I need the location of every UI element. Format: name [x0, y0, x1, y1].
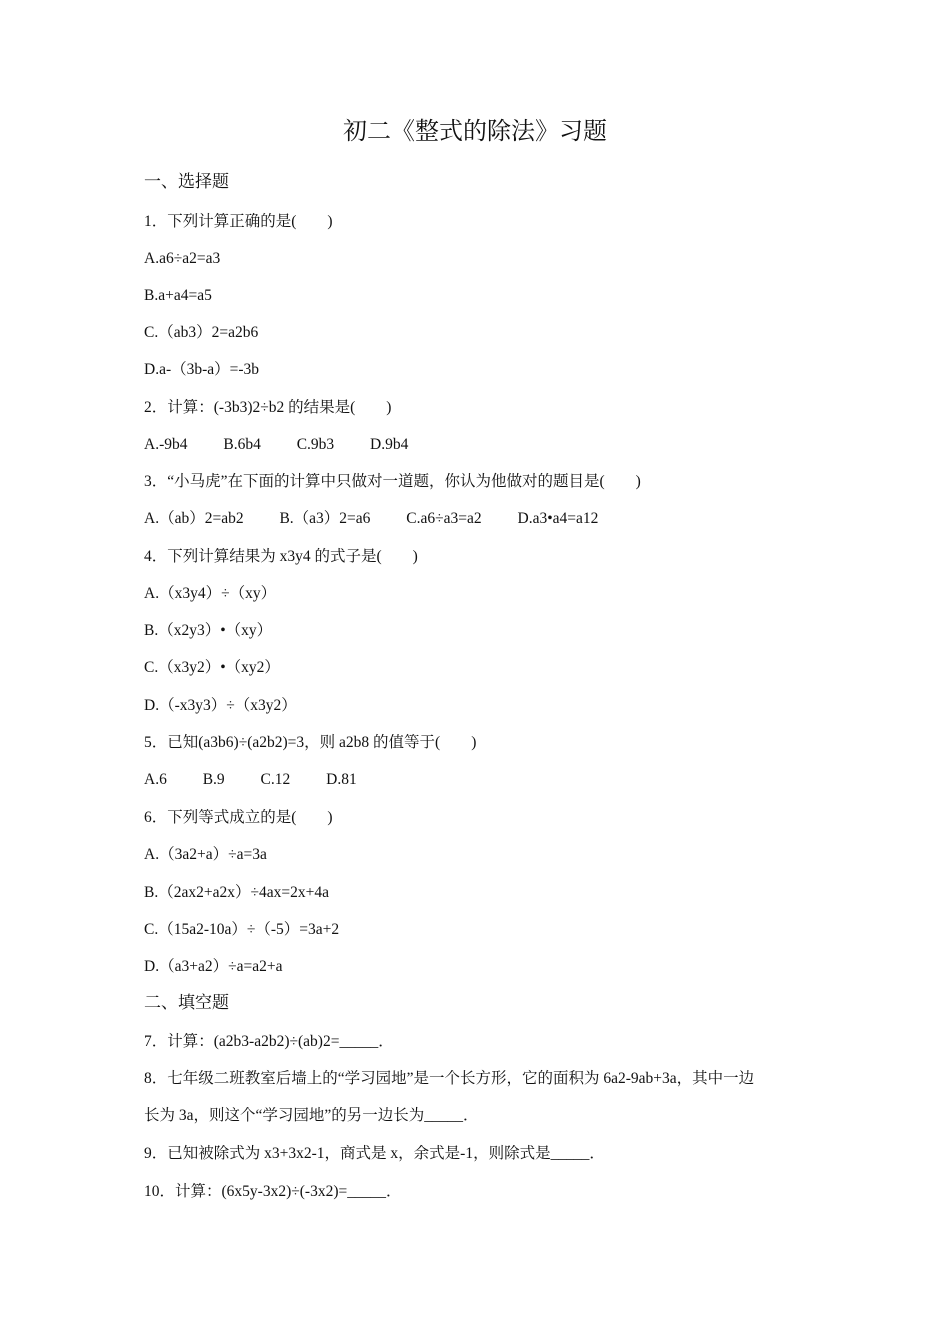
question-1-stem: 1．下列计算正确的是( ) [144, 213, 333, 230]
question-8-line-2: 长为 3a，则这个“学习园地”的另一边长为_____． [144, 1107, 479, 1124]
page-title: 初二《整式的除法》习题 [343, 119, 607, 145]
question-3-option-d: D.a3•a4=a12 [517, 510, 599, 527]
question-9: 9．已知被除式为 x3+3x2-1，商式是 x，余式是-1，则除式是_____． [144, 1145, 605, 1162]
question-2-option-d: D.9b4 [370, 436, 409, 453]
question-6-option-d: D.（a3+a2）÷a=a2+a [144, 958, 283, 975]
question-2-option-c: C.9b3 [296, 436, 335, 453]
question-8-line-1: 8．七年级二班教室后墙上的“学习园地”是一个长方形，它的面积为 6a2-9ab+3a，其中一边 [144, 1070, 755, 1087]
question-4-option-b: B.（x2y3）•（xy） [144, 622, 273, 639]
question-3-options [144, 507, 814, 531]
question-3-option-c: C.a6÷a3=a2 [406, 510, 482, 527]
question-1-option-d: D.a-（3b-a）=-3b [144, 361, 260, 378]
question-6-option-c: C.（15a2-10a）÷（-5）=3a+2 [144, 921, 340, 938]
question-2-option-a: A.-9b4 [144, 436, 188, 453]
question-4-stem: 4．下列计算结果为 x3y4 的式子是( ) [144, 548, 418, 565]
question-2-stem: 2．计算：(-3b3)2÷b2 的结果是( ) [144, 399, 392, 416]
question-6-option-b: B.（2ax2+a2x）÷4ax=2x+4a [144, 884, 329, 901]
question-5-option-a: A.6 [144, 771, 167, 788]
question-4-option-d: D.（-x3y3）÷（x3y2） [144, 697, 297, 714]
question-3-option-a: A.（ab）2=ab2 [144, 510, 244, 527]
question-7: 7．计算：(a2b3-a2b2)÷(ab)2=_____． [144, 1033, 394, 1050]
question-10: 10．计算：(6x5y-3x2)÷(-3x2)=_____． [144, 1183, 402, 1200]
question-3-stem: 3．“小马虎”在下面的计算中只做对一道题，你认为他做对的题目是( ) [144, 473, 641, 490]
question-5-option-b: B.9 [202, 771, 225, 788]
question-3-option-b: B.（a3）2=a6 [279, 510, 371, 527]
question-1-option-b: B.a+a4=a5 [144, 287, 212, 304]
question-6-stem: 6．下列等式成立的是( ) [144, 809, 333, 826]
section-fill-heading: 二、填空题 [144, 993, 229, 1012]
question-5-stem: 5．已知(a3b6)÷(a2b2)=3，则 a2b8 的值等于( ) [144, 734, 477, 751]
question-4-option-c: C.（x3y2）•（xy2） [144, 659, 280, 676]
question-1-option-c: C.（ab3）2=a2b6 [144, 324, 259, 341]
question-5-option-d: D.81 [326, 771, 357, 788]
section-choice-heading: 一、选择题 [144, 172, 229, 191]
question-1-option-a: A.a6÷a2=a3 [144, 250, 221, 267]
question-2-option-b: B.6b4 [223, 436, 261, 453]
question-2-options [144, 433, 814, 457]
question-5-option-c: C.12 [260, 771, 291, 788]
question-4-option-a: A.（x3y4）÷（xy） [144, 585, 277, 602]
question-5-options [144, 768, 814, 792]
question-6-option-a: A.（3a2+a）÷a=3a [144, 846, 267, 863]
